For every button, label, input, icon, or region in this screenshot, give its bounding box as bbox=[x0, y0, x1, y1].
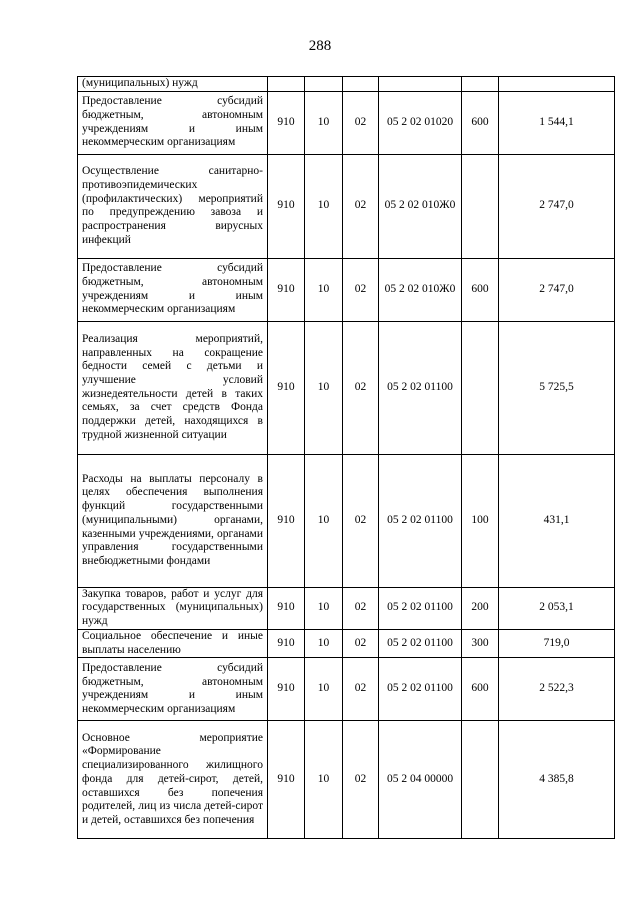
cell-name: Основное мероприятие «Формирование специализированного жилищного фонда для детей-сирот, детей, оставшихся без попечения родителей, лиц из числа детей-сирот и детей, оставшихся без попечения bbox=[78, 721, 268, 839]
table-row bbox=[78, 77, 615, 92]
cell-pr: 02 bbox=[343, 258, 379, 321]
budget-table-body bbox=[78, 77, 615, 839]
cell-vr: 200 bbox=[462, 587, 499, 629]
table-row bbox=[78, 321, 615, 454]
cell-csr: 05 2 02 010Ж0 bbox=[379, 154, 462, 258]
cell-csr: 05 2 02 01020 bbox=[379, 91, 462, 154]
cell-grbs: 910 bbox=[268, 91, 305, 154]
cell-vr: 600 bbox=[462, 91, 499, 154]
cell-grbs: 910 bbox=[268, 154, 305, 258]
cell-vr bbox=[462, 321, 499, 454]
cell-vr bbox=[462, 721, 499, 839]
cell-sum: 2 053,1 bbox=[499, 587, 615, 629]
cell-pr: 02 bbox=[343, 321, 379, 454]
cell-rz: 10 bbox=[305, 454, 343, 587]
cell-pr: 02 bbox=[343, 91, 379, 154]
cell-rz: 10 bbox=[305, 91, 343, 154]
cell-csr: 05 2 02 01100 bbox=[379, 587, 462, 629]
cell-name: Осуществление санитарно-противоэпидемических (профилактических) мероприятий по предупреждению завоза и распространения вирусных инфекций bbox=[78, 154, 268, 258]
cell-sum: 2 522,3 bbox=[499, 658, 615, 721]
cell-name: Реализация мероприятий, направленных на сокращение бедности семей с детьми и улучшение условий жизнедеятельности детей в таких семьях, за счет средств Фонда поддержки детей, находящихся в трудной жизненной ситуации bbox=[78, 321, 268, 454]
cell-pr: 02 bbox=[343, 721, 379, 839]
table-row bbox=[78, 154, 615, 258]
cell-grbs: 910 bbox=[268, 454, 305, 587]
cell-csr: 05 2 02 01100 bbox=[379, 321, 462, 454]
cell-pr: 02 bbox=[343, 154, 379, 258]
cell-csr: 05 2 02 01100 bbox=[379, 454, 462, 587]
cell-sum: 431,1 bbox=[499, 454, 615, 587]
cell-pr: 02 bbox=[343, 454, 379, 587]
cell-csr bbox=[379, 77, 462, 92]
cell-name: Расходы на выплаты персоналу в целях обеспечения выполнения функций государственными (муниципальными) органами, казенными учреждениями, органами управления государственными внебюджетными фондами bbox=[78, 454, 268, 587]
cell-csr: 05 2 02 010Ж0 bbox=[379, 258, 462, 321]
cell-name: Предоставление субсидий бюджетным, автономным учреждениям и иным некоммерческим организациям bbox=[78, 658, 268, 721]
cell-rz: 10 bbox=[305, 258, 343, 321]
cell-grbs: 910 bbox=[268, 321, 305, 454]
table-row bbox=[78, 91, 615, 154]
cell-rz: 10 bbox=[305, 629, 343, 657]
cell-vr bbox=[462, 77, 499, 92]
cell-rz bbox=[305, 77, 343, 92]
cell-sum: 1 544,1 bbox=[499, 91, 615, 154]
cell-sum: 5 725,5 bbox=[499, 321, 615, 454]
cell-name: Социальное обеспечение и иные выплаты населению bbox=[78, 629, 268, 657]
table-row bbox=[78, 721, 615, 839]
cell-csr: 05 2 02 01100 bbox=[379, 629, 462, 657]
cell-name: Закупка товаров, работ и услуг для государственных (муниципальных) нужд bbox=[78, 587, 268, 629]
table-row bbox=[78, 454, 615, 587]
cell-pr: 02 bbox=[343, 658, 379, 721]
cell-grbs: 910 bbox=[268, 721, 305, 839]
cell-rz: 10 bbox=[305, 321, 343, 454]
cell-name: (муниципальных) нужд bbox=[78, 77, 268, 92]
cell-sum: 4 385,8 bbox=[499, 721, 615, 839]
cell-pr: 02 bbox=[343, 587, 379, 629]
table-row bbox=[78, 587, 615, 629]
cell-rz: 10 bbox=[305, 721, 343, 839]
cell-grbs: 910 bbox=[268, 587, 305, 629]
cell-rz: 10 bbox=[305, 587, 343, 629]
cell-grbs: 910 bbox=[268, 629, 305, 657]
cell-csr: 05 2 02 01100 bbox=[379, 658, 462, 721]
cell-pr bbox=[343, 77, 379, 92]
cell-grbs: 910 bbox=[268, 258, 305, 321]
cell-csr: 05 2 04 00000 bbox=[379, 721, 462, 839]
cell-name: Предоставление субсидий бюджетным, автономным учреждениям и иным некоммерческим организациям bbox=[78, 91, 268, 154]
cell-vr: 600 bbox=[462, 258, 499, 321]
table-row bbox=[78, 629, 615, 657]
budget-table bbox=[77, 76, 615, 839]
cell-grbs: 910 bbox=[268, 658, 305, 721]
table-row bbox=[78, 258, 615, 321]
cell-vr bbox=[462, 154, 499, 258]
cell-sum bbox=[499, 77, 615, 92]
cell-vr: 600 bbox=[462, 658, 499, 721]
cell-grbs bbox=[268, 77, 305, 92]
cell-rz: 10 bbox=[305, 658, 343, 721]
cell-vr: 100 bbox=[462, 454, 499, 587]
cell-rz: 10 bbox=[305, 154, 343, 258]
page-number: 288 bbox=[308, 38, 332, 54]
cell-sum: 2 747,0 bbox=[499, 154, 615, 258]
cell-name: Предоставление субсидий бюджетным, автономным учреждениям и иным некоммерческим организациям bbox=[78, 258, 268, 321]
cell-pr: 02 bbox=[343, 629, 379, 657]
table-row bbox=[78, 658, 615, 721]
cell-sum: 719,0 bbox=[499, 629, 615, 657]
cell-sum: 2 747,0 bbox=[499, 258, 615, 321]
cell-vr: 300 bbox=[462, 629, 499, 657]
